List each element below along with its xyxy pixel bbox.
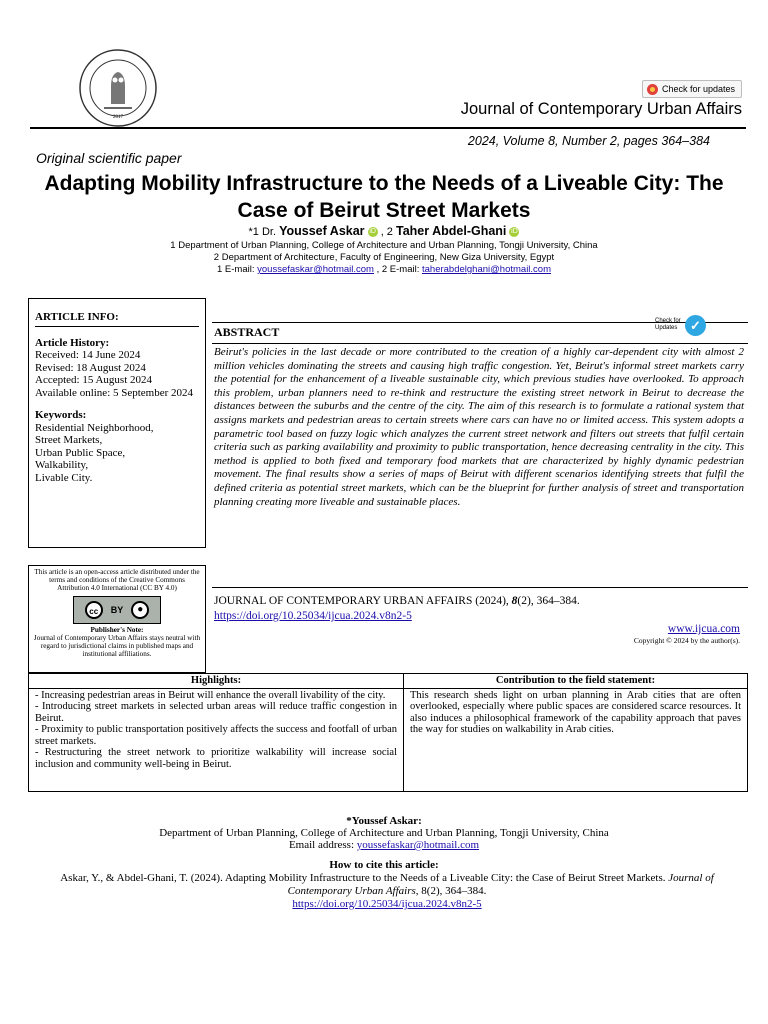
highlights-heading: Highlights:	[29, 674, 404, 689]
issue-line: 2024, Volume 8, Number 2, pages 364–384	[467, 134, 710, 148]
corresponding-author-email	[20, 839, 748, 851]
affiliation-2: 2 Department of Architecture, Faculty of Engineering, New Giza University, Egypt	[213, 252, 555, 263]
author-separator: , 2	[380, 226, 393, 238]
contribution-heading: Contribution to the field statement:	[404, 674, 748, 689]
svg-text:2017: 2017	[113, 115, 123, 120]
keyword: Residential Neighborhood,	[35, 421, 154, 434]
highlight-item: - Introducing street markets in selected urban areas will reduce traffic congestion in Beirut.	[35, 701, 397, 724]
check-updates-icon-text: Check for Updates	[655, 318, 681, 331]
header-divider	[30, 127, 746, 129]
keyword: Urban Public Space,	[35, 446, 126, 459]
highlights-cell	[29, 688, 404, 791]
by-label: BY	[110, 604, 124, 615]
affiliation-1: 1 Department of Urban Planning, College of Architecture and Urban Planning, Tongji University, China	[170, 240, 598, 251]
email-line	[20, 264, 748, 275]
check-updates-icon[interactable]	[655, 315, 707, 337]
history-heading: Article History:	[35, 336, 110, 349]
orcid-icon[interactable]: iD	[511, 228, 518, 236]
email1-label: 1 E-mail:	[217, 264, 255, 275]
orcid-icon[interactable]: iD	[369, 228, 376, 236]
license-text: This article is an open-access article distributed under the terms and conditions of the Creative Commons Attribution 4.0 International (CC BY 4.0)	[34, 568, 200, 593]
publisher-note: Journal of Contemporary Urban Affairs stays neutral with regard to jurisdictional claims in published maps and institutional affiliations.	[33, 633, 201, 659]
available-date: Available online: 5 September 2024	[35, 386, 194, 399]
author1-name: Youssef Askar	[279, 224, 365, 238]
revised-date: Revised: 18 August 2024	[35, 361, 146, 374]
journal-citation	[214, 595, 580, 607]
doi-link[interactable]: https://doi.org/10.25034/ijcua.2024.v8n2-5	[214, 610, 412, 622]
paper-title: Adapting Mobility Infrastructure to the Needs of a Liveable City: The Case of Beirut Street Markets	[44, 172, 724, 222]
journal-name: Journal of Contemporary Urban Affairs	[460, 100, 742, 118]
corresponding-author-department: Department of Urban Planning, College of Architecture and Urban Planning, Tongji University, China	[159, 827, 609, 839]
keyword: Walkability,	[35, 459, 89, 471]
author2-name: Taher Abdel-Ghani	[395, 224, 507, 238]
contribution-cell: This research sheds light on urban planning in Arab cities that are often overlooked, especially where public spaces are considered scarce resources. It also induces a philosophical framework of the capability approach that paves the way for studies on walkability in Arab cities.	[404, 688, 748, 791]
checkmark-icon: ✓	[685, 315, 706, 336]
keywords-heading: Keywords:	[35, 409, 87, 421]
journal-site-link[interactable]: www.ijcua.com	[667, 623, 740, 635]
paper-type: Original scientific paper	[36, 150, 182, 166]
received-date: Received: 14 June 2024	[35, 349, 141, 361]
author1-prefix: *1 Dr.	[248, 226, 277, 238]
article-info-box	[28, 298, 206, 548]
corresponding-author-name: *Youssef Askar:	[346, 815, 422, 827]
citation-rest: (2), 364–384.	[517, 595, 580, 607]
email1-link[interactable]: youssefaskar@hotmail.com	[257, 264, 374, 275]
abstract-text: Beirut's policies in the last decade or more contributed to the creation of a highly car-dependent city with almost 2 million vehicles dominating the streets and causing high traffic congestion. Yet, Beirut's informal street markets carry the potential for the enhancement of a liveable sustainable city, which previous studies have overlooked. To approach this problem, urban planners need to re-think and restructure the existing street network in Beirut to decrease the distances between the suburbs and the centre of the city. The aim of this research is to formulate a rational system that assigns markets and pedestrian areas to certain streets where cars can have no or limited access. This system adopts a parametric tool based on fuzzy logic which analyzes the current street network and filters out streets that fulfil certain criteria such as parking availability and proximity to public transportation, hence decreasing centrality in the city. This method is applied to both fixed and temporary food markets that are characterized by highly dynamic pedestrian movement. The final results show a series of maps of Beirut with different scenarios identifying streets that fulfil the defined criteria as potential street markets, which can be the blueprint for further analysis of street and transportation planning creating more liveable and sustainable places.	[214, 346, 744, 508]
person-icon: ●	[131, 601, 149, 619]
how-to-cite-heading: How to cite this article:	[329, 859, 439, 871]
email2-link[interactable]: taherabdelghani@hotmail.com	[422, 264, 551, 275]
cc-by-badge[interactable]	[73, 596, 161, 624]
highlight-item: - Proximity to public transportation positively affects the success and footfall of urban street markets.	[35, 724, 397, 747]
citation-prefix: JOURNAL OF CONTEMPORARY URBAN AFFAIRS (2024),	[214, 595, 509, 607]
accepted-date: Accepted: 15 August 2024	[35, 374, 153, 386]
copyright-notice: Copyright © 2024 by the author(s).	[633, 636, 740, 645]
corresponding-email-link[interactable]: youssefaskar@hotmail.com	[356, 839, 480, 851]
keyword: Street Markets,	[35, 434, 103, 446]
check-for-updates-button[interactable]	[642, 80, 742, 98]
abstract-heading: ABSTRACT	[214, 325, 280, 339]
crossmark-icon	[647, 84, 658, 95]
highlight-item: - Restructuring the street network to prioritize walkability will increase social inclusion and community well-being in Beirut.	[35, 747, 397, 770]
abstract-heading-rule	[212, 343, 748, 344]
how-to-cite-part1: Askar, Y., & Abdel-Ghani, T. (2024). Adapting Mobility Infrastructure to the Needs of a Liveable City: the Case of Beirut Street Markets.	[60, 872, 666, 884]
how-to-cite-doi-link[interactable]: https://doi.org/10.25034/ijcua.2024.v8n2-5	[292, 898, 482, 910]
license-box	[28, 565, 206, 673]
how-to-cite-journal: Journal of Contemporary Urban Affairs	[287, 872, 714, 897]
how-to-cite-part2: , 8(2), 364–384.	[415, 885, 487, 897]
highlights-table	[28, 673, 748, 792]
journal-logo	[78, 48, 158, 128]
citation-rule	[212, 587, 748, 588]
keyword: Livable City.	[35, 471, 93, 484]
how-to-cite-text	[40, 872, 734, 911]
email2-label: , 2 E-mail:	[376, 264, 420, 275]
cc-icon: cc	[85, 601, 103, 619]
check-updates-label: Check for updates	[662, 84, 736, 94]
article-info-heading: ARTICLE INFO:	[35, 311, 199, 327]
author-line	[20, 224, 748, 238]
citation-volume: 8	[511, 595, 518, 607]
highlight-item: - Increasing pedestrian areas in Beirut will enhance the overall livability of the city.	[35, 689, 386, 701]
publisher-note-heading: Publisher's Note:	[90, 625, 144, 634]
email-label: Email address:	[288, 839, 357, 851]
